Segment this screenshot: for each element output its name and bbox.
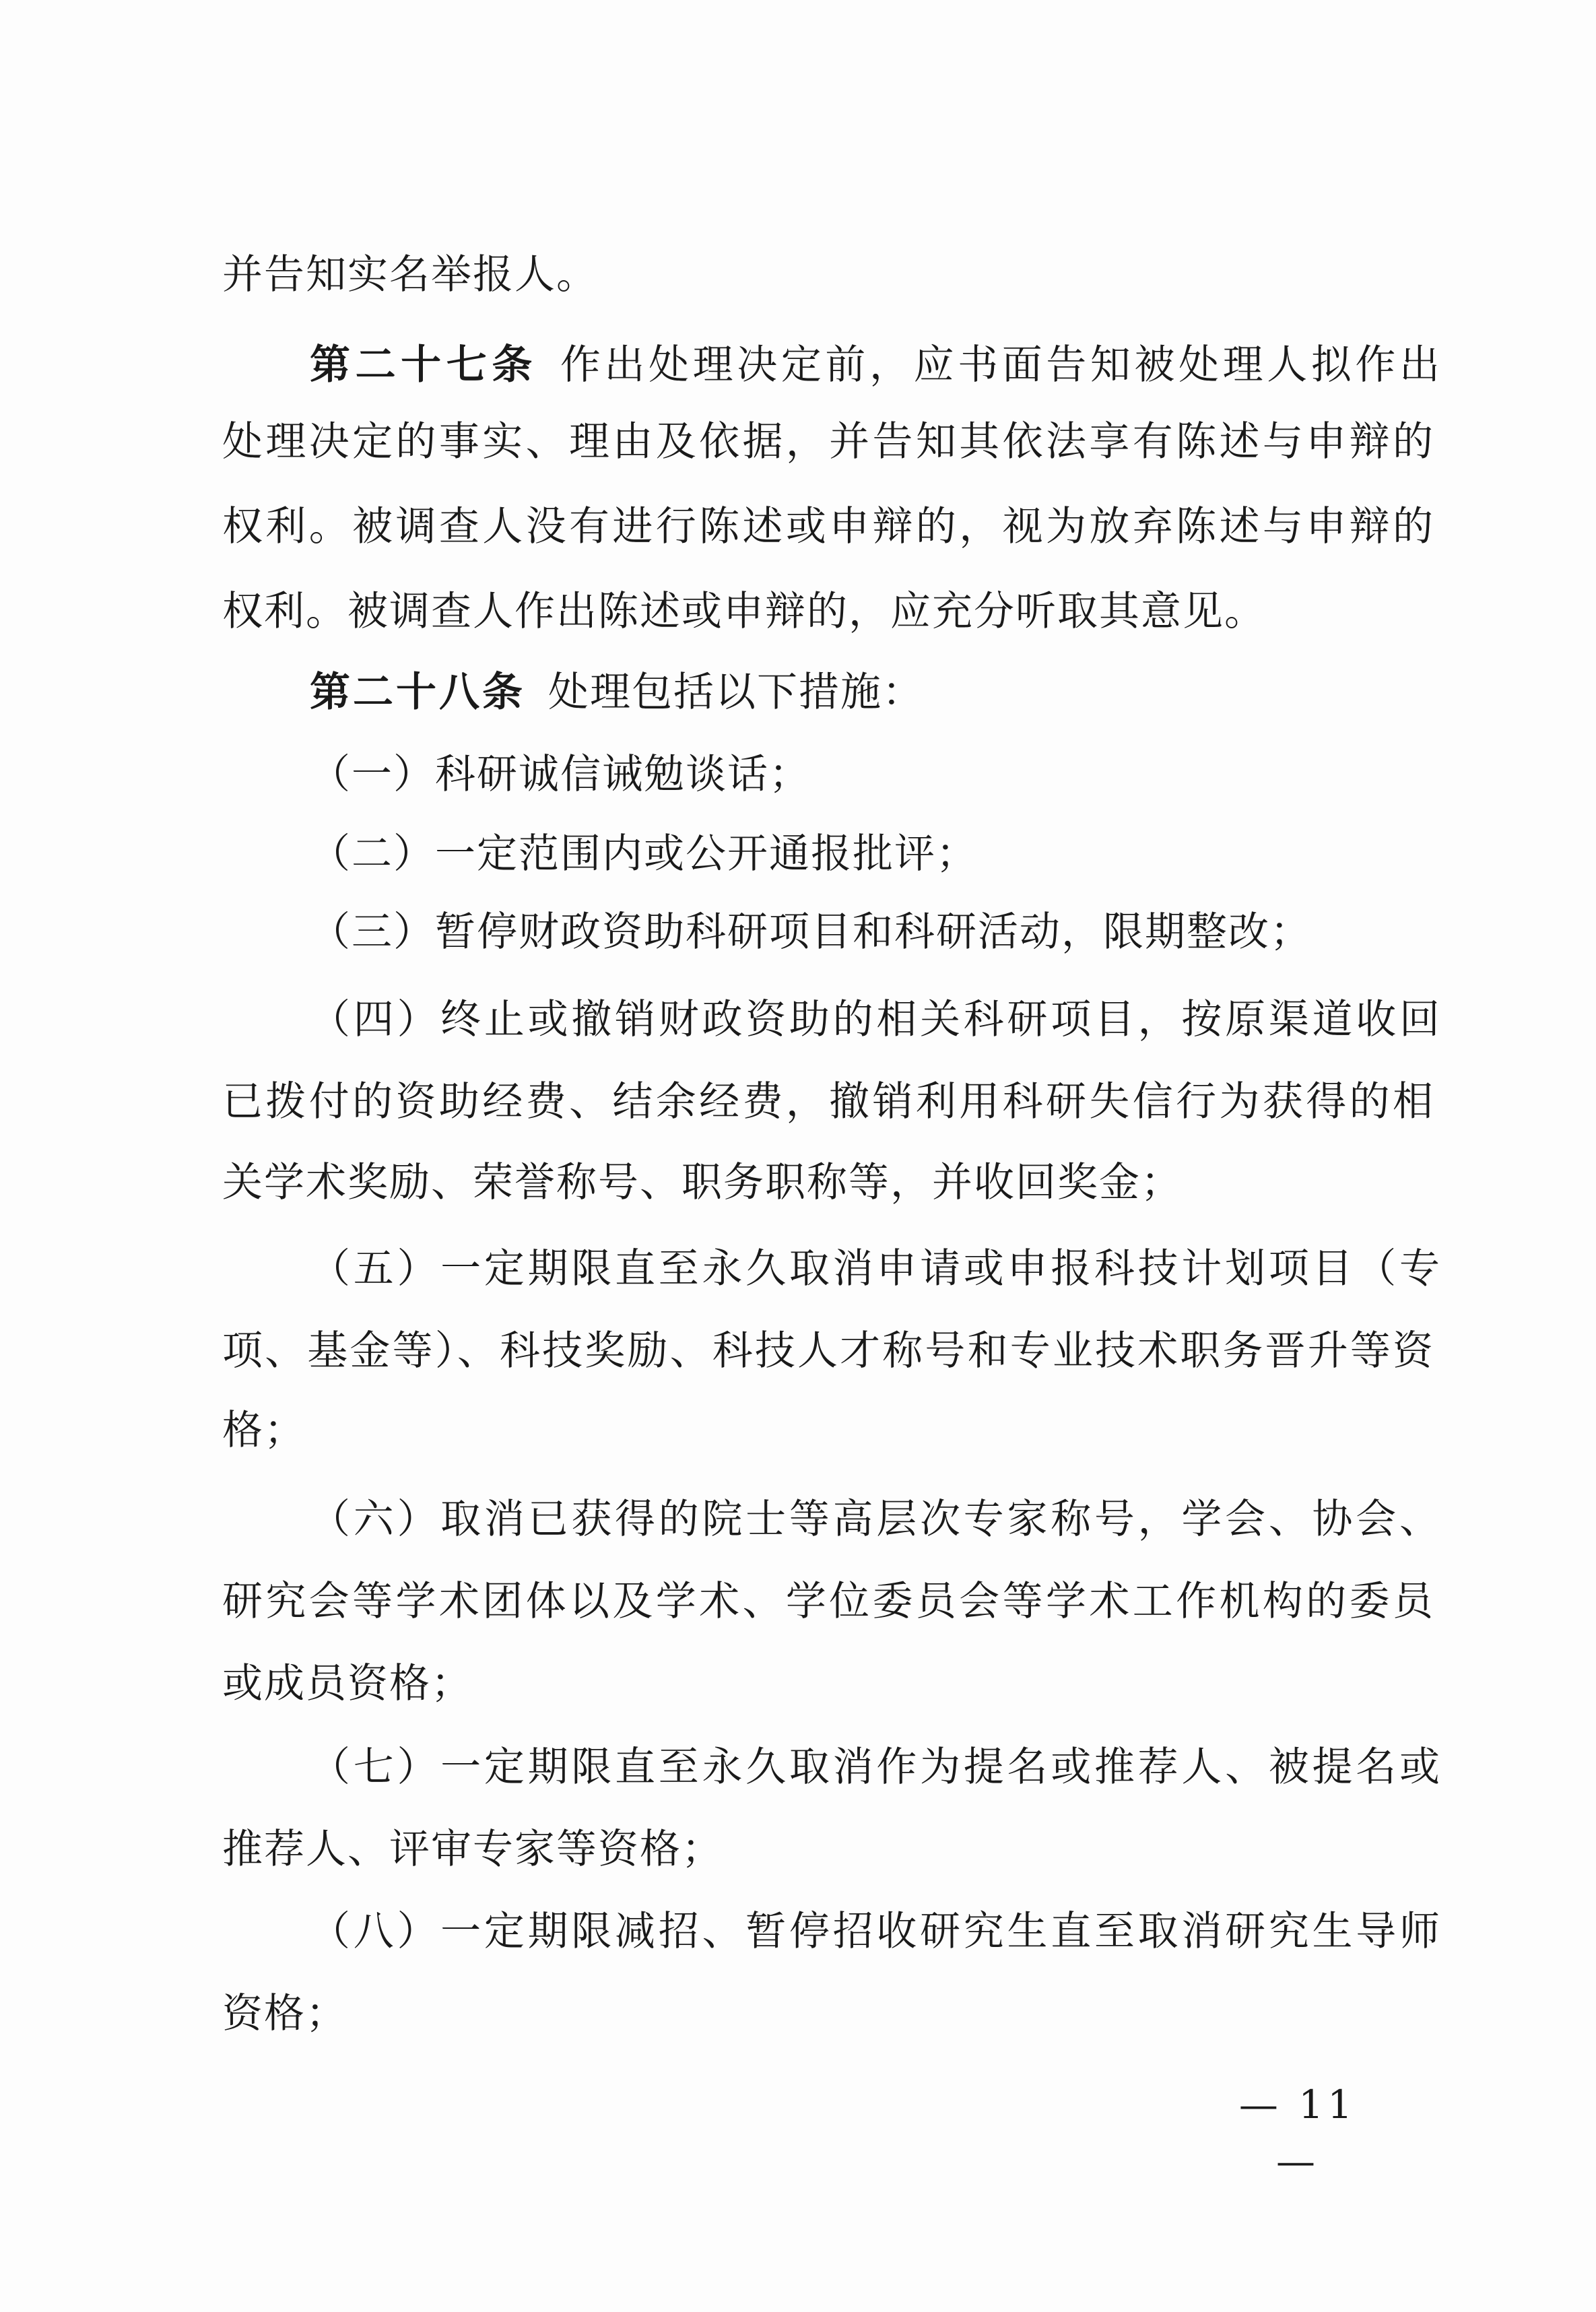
text-line: 处理决定的事实、理由及依据，并告知其依法享有陈述与申辩的	[222, 418, 1434, 465]
list-item: （六）取消已获得的院士等高层次专家称号，学会、协会、	[310, 1496, 1441, 1543]
article-27-text: 作出处理决定前，应书面告知被处理人拟作出	[560, 341, 1442, 389]
article-28-line	[310, 664, 1441, 721]
article-27-line	[310, 337, 1441, 393]
text-line: 推荐人、评审专家等资格；	[222, 1826, 723, 1873]
text-line: 已拨付的资助经费、结余经费，撤销利用科研失信行为获得的相	[222, 1078, 1434, 1125]
page-number: — 11 —	[1238, 2082, 1357, 2184]
list-item: （八）一定期限减招、暂停招收研究生直至取消研究生导师	[310, 1908, 1441, 1955]
article-28-label: 第二十八条	[310, 669, 525, 716]
list-item: （二）一定范围内或公开通报批评；	[310, 830, 978, 878]
article-27-label: 第二十七条	[310, 341, 537, 389]
text-line: 研究会等学术团体以及学术、学位委员会等学术工作机构的委员	[222, 1578, 1434, 1625]
text-line: 资格；	[222, 1990, 347, 2037]
text-line: 并告知实名举报人。	[222, 251, 598, 298]
text-line: 权利。被调查人作出陈述或申辩的，应充分听取其意见。	[222, 588, 1266, 635]
list-item: （一）科研诚信诫勉谈话；	[310, 751, 811, 798]
list-item: （三）暂停财政资助科研项目和科研活动，限期整改；	[310, 909, 1312, 956]
list-item: （五）一定期限直至永久取消申请或申报科技计划项目（专	[310, 1245, 1441, 1292]
text-line: 关学术奖励、荣誉称号、职务职称等，并收回奖金；	[222, 1159, 1183, 1206]
text-line: 或成员资格；	[222, 1660, 473, 1707]
text-line: 项、基金等）、科技奖励、科技人才称号和专业技术职务晋升等资	[222, 1327, 1434, 1375]
text-line: 格；	[222, 1407, 306, 1454]
article-28-text: 处理包括以下措施：	[548, 669, 924, 716]
list-item: （四）终止或撤销财政资助的相关科研项目，按原渠道收回	[310, 996, 1441, 1043]
list-item: （七）一定期限直至永久取消作为提名或推荐人、被提名或	[310, 1744, 1441, 1791]
text-line: 权利。被调查人没有进行陈述或申辩的，视为放弃陈述与申辩的	[222, 503, 1434, 550]
